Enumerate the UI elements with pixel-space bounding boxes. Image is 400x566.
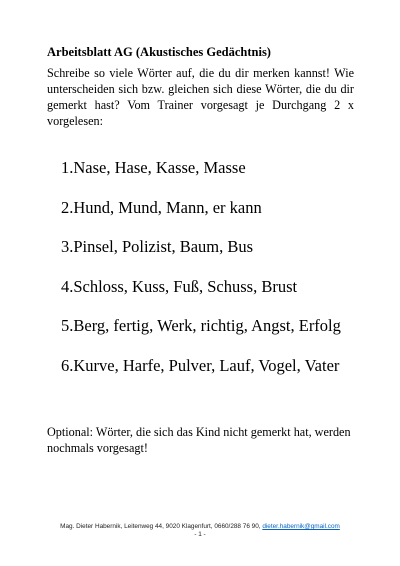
footer-contact: Mag. Dieter Habernik, Leitenweg 44, 9020 Klagenfurt, 0660/288 76 90, bbox=[60, 523, 263, 530]
word-group-1: 1.Nase, Hase, Kasse, Masse bbox=[61, 158, 246, 177]
footer-email-link[interactable]: dieter.habernik@gmail.com bbox=[262, 523, 340, 530]
word-group-2: 2.Hund, Mund, Mann, er kann bbox=[61, 197, 262, 217]
worksheet-title: Arbeitsblatt AG (Akustisches Gedächtnis) bbox=[47, 45, 271, 59]
word-group-4: 4.Schloss, Kuss, Fuß, Schuss, Brust bbox=[61, 276, 298, 296]
word-group-list bbox=[61, 158, 341, 395]
footer-contact-line bbox=[0, 523, 400, 531]
optional-note: Optional: Wörter, die sich das Kind nicht gemerkt hat, werden nochmals vorgesagt! bbox=[47, 425, 351, 455]
word-group-3: 3.Pinsel, Polizist, Baum, Bus bbox=[61, 237, 254, 256]
word-group-6: 6.Kurve, Harfe, Pulver, Lauf, Vogel, Vater bbox=[61, 355, 340, 375]
page-footer bbox=[0, 523, 400, 539]
word-group-5: 5.Berg, fertig, Werk, richtig, Angst, Erfolg bbox=[61, 316, 341, 335]
page-number: - 1 - bbox=[194, 531, 206, 538]
instructions-paragraph: Schreibe so viele Wörter auf, die du dir merken kannst! Wie unterscheiden sich bzw. gleichen sich diese Wörter, die du dir gemerkt hast? Vom Trainer vorgesagt je Durchgang 2 x vorgelesen: bbox=[47, 66, 354, 128]
